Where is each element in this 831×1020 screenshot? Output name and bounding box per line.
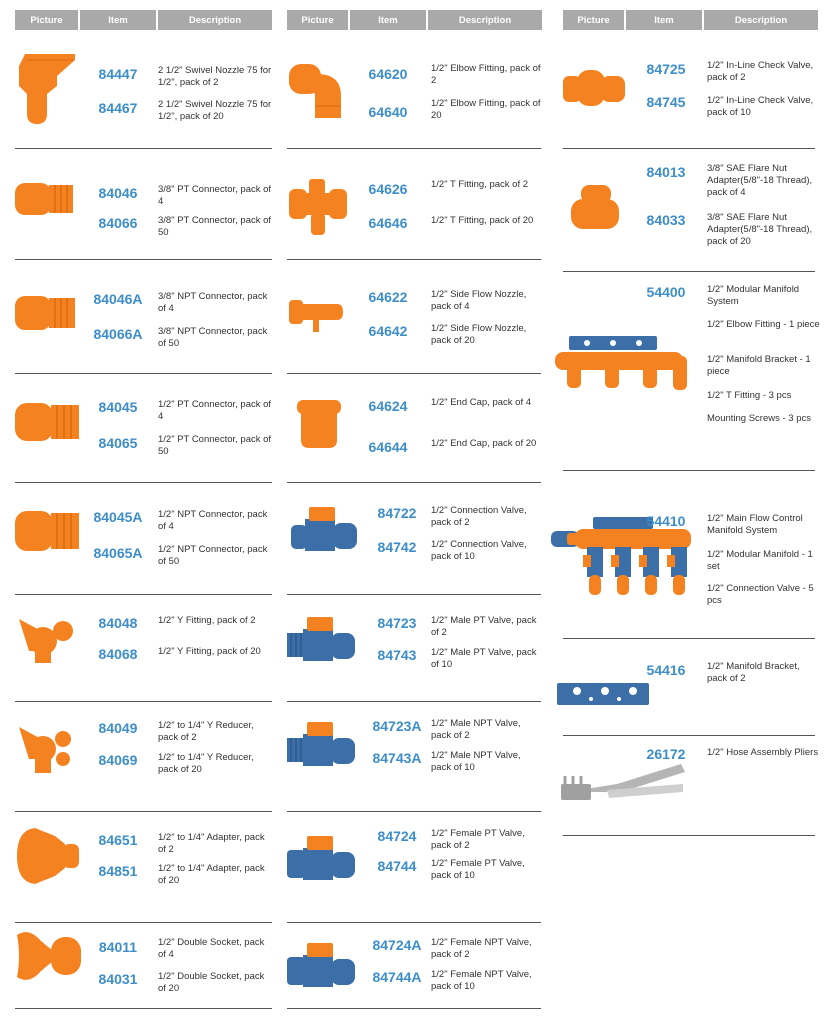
item-description: 3/8" PT Connector, pack of 4 <box>158 184 272 207</box>
item-description: 1/2" Modular Manifold System <box>707 284 800 307</box>
item-detail: 1/2" Manifold Bracket - 1 piece <box>707 354 811 377</box>
item-description: 1/2" to 1/4" Adapter, pack of 2 <box>158 832 265 855</box>
item-number: 84048 <box>98 615 138 631</box>
item-description: 1/2" Connection Valve, pack of 2 <box>431 505 527 528</box>
female-npt-valve-icon <box>287 941 357 989</box>
item-description: 1/2" to 1/4" Y Reducer, pack of 2 <box>158 720 254 743</box>
item-number: 84031 <box>98 971 138 987</box>
item-number: 84011 <box>98 939 138 955</box>
female-pt-valve-icon <box>287 834 357 882</box>
item-number: 54400 <box>646 284 686 300</box>
hose-pliers-icon <box>557 762 687 808</box>
modular-manifold-system-icon <box>553 334 691 394</box>
picture-header <box>563 10 624 30</box>
elbow-fitting-icon <box>289 60 345 120</box>
item-description: 1/2" Y Fitting, pack of 2 <box>158 615 256 626</box>
product-entry <box>287 32 541 149</box>
item-number: 64646 <box>368 215 408 231</box>
product-entry <box>15 149 272 260</box>
picture-header-label: Picture <box>30 14 63 26</box>
swivel-nozzle-icon <box>15 54 77 126</box>
description-header-label: Description <box>458 14 512 26</box>
double-socket-icon <box>15 927 83 985</box>
item-description: 1/2" to 1/4" Adapter, pack of 20 <box>158 863 265 886</box>
item-number: 84046 <box>98 185 138 201</box>
item-number: 64624 <box>368 398 408 414</box>
item-description: 1/2" End Cap, pack of 4 <box>431 397 532 408</box>
item-description: 1/2" Elbow Fitting, pack of 2 <box>431 63 541 86</box>
item-number: 84651 <box>98 832 138 848</box>
item-number: 64620 <box>368 66 408 82</box>
item-description: 1/2" Double Socket, pack of 4 <box>158 937 265 960</box>
item-description: 1/2" Female NPT Valve, pack of 10 <box>431 969 532 992</box>
item-header-label: Item <box>108 14 128 26</box>
product-entry <box>15 260 272 374</box>
y-reducer-icon <box>17 719 75 775</box>
item-detail: 1/2" T Fitting - 3 pcs <box>707 390 792 401</box>
item-description: 3/8" SAE Flare Nut Adapter(5/8"-18 Thread), pack of 20 <box>707 212 813 247</box>
item-number: 84066 <box>98 215 138 231</box>
picture-header-label: Picture <box>577 14 610 26</box>
item-header <box>350 10 426 30</box>
npt-connector-icon <box>15 290 77 336</box>
product-entry <box>563 471 815 639</box>
item-description: 3/8" NPT Connector, pack of 50 <box>158 326 268 349</box>
item-number: 84033 <box>646 212 686 228</box>
description-header-label: Description <box>188 14 242 26</box>
item-description: 1/2" Connection Valve, pack of 10 <box>431 539 527 562</box>
end-cap-icon <box>293 400 345 450</box>
item-number: 84065 <box>98 435 138 451</box>
item-description: 3/8" PT Connector, pack of 50 <box>158 215 272 238</box>
item-number: 84723A <box>372 718 422 734</box>
product-entry <box>287 595 541 702</box>
item-description: 1/2" T Fitting, pack of 20 <box>431 215 534 226</box>
item-description: 1/2" Manifold Bracket, pack of 2 <box>707 661 800 684</box>
item-detail: 1/2" Modular Manifold - 1 set <box>707 549 813 572</box>
description-header <box>704 10 818 30</box>
item-description: 1/2" Hose Assembly Pliers <box>707 747 819 758</box>
item-description: 1/2" Y Fitting, pack of 20 <box>158 646 261 657</box>
item-number: 84467 <box>98 100 138 116</box>
item-description: 1/2" Female PT Valve, pack of 2 <box>431 828 525 851</box>
description-header <box>158 10 272 30</box>
product-entry <box>287 812 541 923</box>
product-entry <box>563 149 815 272</box>
item-description: 1/2" Male PT Valve, pack of 10 <box>431 647 537 670</box>
item-header-label: Item <box>654 14 674 26</box>
item-number: 64642 <box>368 323 408 339</box>
item-number: 26172 <box>646 746 686 762</box>
product-entry <box>15 374 272 483</box>
item-description: 1/2" to 1/4" Y Reducer, pack of 20 <box>158 752 254 775</box>
item-description: 1/2" NPT Connector, pack of 50 <box>158 544 268 567</box>
item-number: 84724 <box>377 828 417 844</box>
description-header-label: Description <box>734 14 788 26</box>
item-number: 84065A <box>93 545 143 561</box>
male-pt-valve-icon <box>287 615 357 663</box>
picture-header-label: Picture <box>301 14 334 26</box>
item-number: 84722 <box>377 505 417 521</box>
catalog-column-1 <box>15 10 272 1010</box>
pt-connector-icon <box>15 177 75 221</box>
item-number: 64622 <box>368 289 408 305</box>
item-description: 1/2" Side Flow Nozzle, pack of 4 <box>431 289 527 312</box>
item-header-label: Item <box>378 14 398 26</box>
npt-connector-icon <box>15 507 81 555</box>
product-entry <box>563 272 820 471</box>
item-description: 1/2" Female PT Valve, pack of 10 <box>431 858 525 881</box>
item-number: 84045A <box>93 509 143 525</box>
item-detail: Mounting Screws - 3 pcs <box>707 413 812 424</box>
product-entry <box>287 702 541 812</box>
product-entry <box>15 702 272 812</box>
item-description: 2 1/2" Swivel Nozzle 75 for 1/2", pack of 20 <box>158 99 272 122</box>
item-number: 84743A <box>372 750 422 766</box>
item-number: 84068 <box>98 646 138 662</box>
item-number: 84742 <box>377 539 417 555</box>
product-entry <box>15 812 272 923</box>
item-description: 1/2" T Fitting, pack of 2 <box>431 179 529 190</box>
flare-nut-adapter-icon <box>571 185 621 231</box>
product-entry <box>287 374 541 483</box>
item-description: 1/2" PT Connector, pack of 4 <box>158 399 272 422</box>
item-description: 3/8" SAE Flare Nut Adapter(5/8"-18 Thread), pack of 4 <box>707 163 813 198</box>
item-number: 84045 <box>98 399 138 415</box>
in-line-check-valve-icon <box>563 68 627 108</box>
item-description: 1/2" Double Socket, pack of 20 <box>158 971 265 994</box>
item-description: 1/2" Side Flow Nozzle, pack of 20 <box>431 323 527 346</box>
item-description: 1/2" Male NPT Valve, pack of 10 <box>431 750 521 773</box>
item-number: 84069 <box>98 752 138 768</box>
product-entry <box>563 639 815 736</box>
male-npt-valve-icon <box>287 720 357 768</box>
item-description: 1/2" Male PT Valve, pack of 2 <box>431 615 537 638</box>
manifold-bracket-icon <box>557 681 651 709</box>
item-number: 84724A <box>372 937 422 953</box>
t-fitting-icon <box>289 177 349 237</box>
description-header <box>428 10 542 30</box>
item-number: 84723 <box>377 615 417 631</box>
item-number: 84725 <box>646 61 686 77</box>
item-number: 84066A <box>93 326 143 342</box>
item-number: 54410 <box>646 513 686 529</box>
item-detail: 1/2" Connection Valve - 5 pcs <box>707 583 814 606</box>
item-description: 1/2" NPT Connector, pack of 4 <box>158 509 268 532</box>
item-number: 84447 <box>98 66 138 82</box>
item-number: 84046A <box>93 291 143 307</box>
item-description: 2 1/2" Swivel Nozzle 75 for 1/2", pack of 2 <box>158 65 272 88</box>
item-description: 1/2" End Cap, pack of 20 <box>431 438 537 449</box>
product-entry <box>15 595 272 702</box>
picture-header <box>15 10 78 30</box>
product-entry <box>563 32 815 149</box>
product-entry <box>287 923 541 1009</box>
item-description: 1/2" PT Connector, pack of 50 <box>158 434 272 457</box>
item-number: 84013 <box>646 164 686 180</box>
catalog-column-2 <box>287 10 544 1010</box>
side-flow-nozzle-icon <box>289 298 345 334</box>
product-entry <box>563 736 819 836</box>
item-number: 64640 <box>368 104 408 120</box>
item-description: 1/2" In-Line Check Valve, pack of 2 <box>707 60 814 83</box>
item-number: 84743 <box>377 647 417 663</box>
item-description: 1/2" Male NPT Valve, pack of 2 <box>431 718 521 741</box>
item-detail: 1/2" Elbow Fitting - 1 piece <box>707 319 820 330</box>
catalog-column-3 <box>563 10 831 1010</box>
item-number: 64626 <box>368 181 408 197</box>
connection-valve-icon <box>291 505 359 553</box>
item-number: 84851 <box>98 863 138 879</box>
y-fitting-icon <box>17 611 75 665</box>
item-header <box>626 10 702 30</box>
item-description: 1/2" In-Line Check Valve, pack of 10 <box>707 95 814 118</box>
item-number: 54416 <box>646 662 686 678</box>
product-entry <box>287 260 541 374</box>
item-header <box>80 10 156 30</box>
product-entry <box>15 923 272 1009</box>
adapter-icon <box>15 826 81 886</box>
item-description: 1/2" Main Flow Control Manifold System <box>707 513 803 536</box>
picture-header <box>287 10 348 30</box>
item-number: 84744 <box>377 858 417 874</box>
item-number: 64644 <box>368 439 408 455</box>
item-description: 1/2" Elbow Fitting, pack of 20 <box>431 98 541 121</box>
pt-connector-icon <box>15 399 81 445</box>
item-description: 1/2" Female NPT Valve, pack of 2 <box>431 937 532 960</box>
item-number: 84745 <box>646 94 686 110</box>
item-number: 84049 <box>98 720 138 736</box>
item-number: 84744A <box>372 969 422 985</box>
item-description: 3/8" NPT Connector, pack of 4 <box>158 291 268 314</box>
product-entry <box>15 483 272 595</box>
product-entry <box>287 483 541 595</box>
product-entry <box>287 149 541 260</box>
product-entry <box>15 32 272 149</box>
